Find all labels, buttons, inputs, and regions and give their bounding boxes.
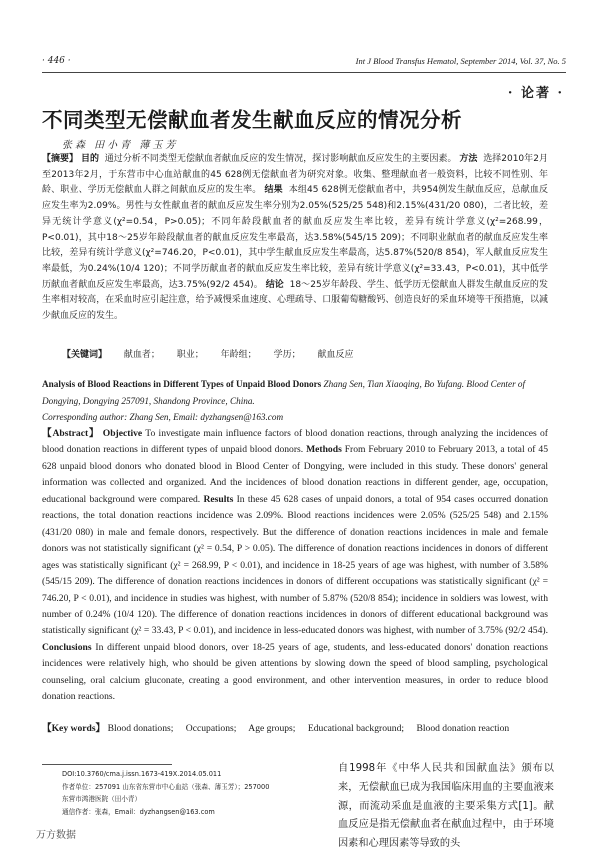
en-methods-text: From February 2010 to February 2013, a total of 45 628 unpaid blood donors who donated blood in Blood Center of Dongying, were included in this study. These donors' general information was collected and organized. And the incidences of blood donation reactions in different gender, age, occupation, educational background were compared. <box>42 444 548 505</box>
keywords-label: 【关键词】 <box>62 350 108 360</box>
chinese-keywords <box>62 347 367 360</box>
objective-label: 目的 <box>80 154 100 164</box>
en-keyword: Blood donations; <box>107 723 174 734</box>
body-text: 自1998年《中华人民共和国献血法》颁布以来，无偿献血已成为我国临床用血的主要血液来源，而流动采血是血液的主要采集方式[1]。献血反应是指无偿献血者在献血过程中，由于环境因素和心理因素等导致的头 <box>338 763 554 850</box>
doi: DOI:10.3760/cma.j.issn.1673-419X.2014.05.011 <box>62 770 222 778</box>
abstract-label: 【摘要】 <box>42 154 79 164</box>
section-label: · 论著 · <box>507 86 564 101</box>
running-header <box>42 56 566 73</box>
footnote-divider <box>42 764 172 765</box>
author-unit-cont: 东营市鸿港医院（田小青） <box>62 795 142 803</box>
corresponding-author: Corresponding author: Zhang Sen, Email: dyzhangsen@163.com <box>42 412 284 422</box>
en-keyword: Blood donation reaction <box>416 723 510 734</box>
footnotes <box>62 768 322 818</box>
english-abstract <box>42 426 548 706</box>
article-title: 不同类型无偿献血者发生献血反应的情况分析 <box>42 108 462 132</box>
objective-text: 通过分析不同类型无偿献血者献血反应的发生情况，探讨影响献血反应发生的主要因素。 <box>104 154 457 164</box>
en-objective-text: To investigate main influence factors of blood donation reactions, through analyzing the incidences of blood donation reactions in different types of unpaid blood donors. <box>42 428 548 456</box>
author-unit: 作者单位：257091 山东省东营市中心血站（张森、薄玉芳）；257000 <box>62 782 270 791</box>
en-keyword: Educational background; <box>307 723 405 734</box>
keyword: 献血反应 <box>317 350 354 360</box>
english-affiliation: Blood Center of Dongying, Dongying 257091, Shandong Province, China. <box>42 379 526 406</box>
english-authors: Zhang Sen, Tian Xiaoqing, Bo Yufang. <box>323 379 465 389</box>
results-label: 结果 <box>264 185 283 196</box>
methods-text: 选择2010年2月至2013年2月，于东营市中心血站献血的45 628例无偿献血者为研究对象。收集、整理献血者一般资料，比较不同性别、年龄、职业、学历无偿献血人群之间献血反应的发生率。 <box>42 154 548 196</box>
chinese-abstract <box>42 152 548 325</box>
english-keywords <box>42 721 552 738</box>
keyword: 年龄组； <box>220 350 257 360</box>
conclusion-text: 18～25岁年龄段、学生、低学历无偿献血人群发生献血反应的发生率相对较高，在采血时应引起注意，给予减慢采血速度、心理疏导、口服葡萄糖酸钙、创造良好的采血环境等干预措施，以减少献血反应的发生。 <box>42 279 548 322</box>
en-objective-label: Objective <box>102 428 143 439</box>
en-results-label: Results <box>203 493 234 505</box>
en-keywords-label: 【Key words】 <box>42 723 106 734</box>
keyword: 献血者； <box>123 350 160 360</box>
en-keyword: Age groups; <box>248 723 296 734</box>
en-conclusions-text: In different unpaid blood donors, over 18-25 years of age, students, and less-educated donors' donation reactions incidences were relatively high, who should be given attentions by slowing down the speed of blood sampling, psychological counseling, oral calcium gluconate, creating a good environment, and other intervention measures, in order to reduce blood donation reactions. <box>42 641 549 703</box>
english-title: Analysis of Blood Reactions in Different Types of Unpaid Blood Donors <box>42 379 322 389</box>
journal-citation: Int J Blood Transfus Hematol, September 2014, Vol. 37, No. 5 <box>355 56 566 66</box>
en-methods-label: Methods <box>306 444 342 456</box>
results-text: 本组45 628例无偿献血者中，共954例发生献血反应，总献血反应发生率为2.09%。男性与女性献血者的献血反应发生率分别为2.05%(525/25 548)和2.15%(431/20 080)，二者比较，差异无统计学意义(χ²=0.54，P>0.05)；不同年龄段献血者的献血反应发生率比较，差异有统计学意义(χ²=268.99，P<0.01)，其中18～25岁年龄段献血者的献血反应发生率最高，达3.58%(545/15 209)；不同职业献血者的献血反应发生率比较，差异有统计学意义(χ²=746.20，P<0.01)，其中学生献血反应发生率最高，达5.87%(520/8 854)，军人献血反应发生率最低，为0.24%(10/4 120)；不同学历献血者的献血反应发生率比较，差异有统计学意义(χ²=33.43，P<0.01)，其中低学历献血者献血反应发生率最高，达3.75%(92/2 454)。 <box>42 185 548 290</box>
authors: 张森 田小青 薄玉芳 <box>62 140 179 151</box>
page-number: · 446 · <box>42 56 71 66</box>
english-title-block <box>42 376 562 426</box>
en-conclusions-label: Conclusions <box>42 641 92 653</box>
keyword: 职业； <box>176 350 204 360</box>
en-keyword: Occupations; <box>185 723 237 734</box>
contact: 通信作者：张森，Email：dyzhangsen@163.com <box>62 807 215 816</box>
keyword: 学历； <box>273 350 301 360</box>
conclusion-label: 结论 <box>265 279 284 290</box>
en-results-text: In these 45 628 cases of unpaid donors, a total of 954 cases occurred donation reactions, the total donation reactions incidence was 2.09%. Blood reactions incidences were 2.05% (525/25 548) and 2.15% (431/20 080) in male and female donors, respectively. But the difference of donation reactions incidences in male and female donors was not statistically significant (χ² = 0.54, P > 0.05). The difference of donation reactions incidences in donors of different ages was statistically significant (χ² = 268.99, P < 0.01), and incidence in 18-25 years of age was highest, with number of 3.58% (545/15 209). The difference of donation reactions incidences in donors of different occupations was statistically significant (χ² = 746.20, P < 0.01), and incidence in studies was highest, with number of 5.87% (520/8 854); incidence in soldiers was lowest, with number of 0.24% (10/4 120). The difference of donation reactions incidences in donors of different educational background was statistically significant (χ² = 33.43, P < 0.01), and incidence in less-educated donors was highest, with number of 3.75% (92/2 454). <box>42 493 549 637</box>
watermark: 万方数据 <box>36 830 76 841</box>
methods-label: 方法 <box>459 154 478 164</box>
en-abstract-label: 【Abstract】 <box>42 428 100 439</box>
